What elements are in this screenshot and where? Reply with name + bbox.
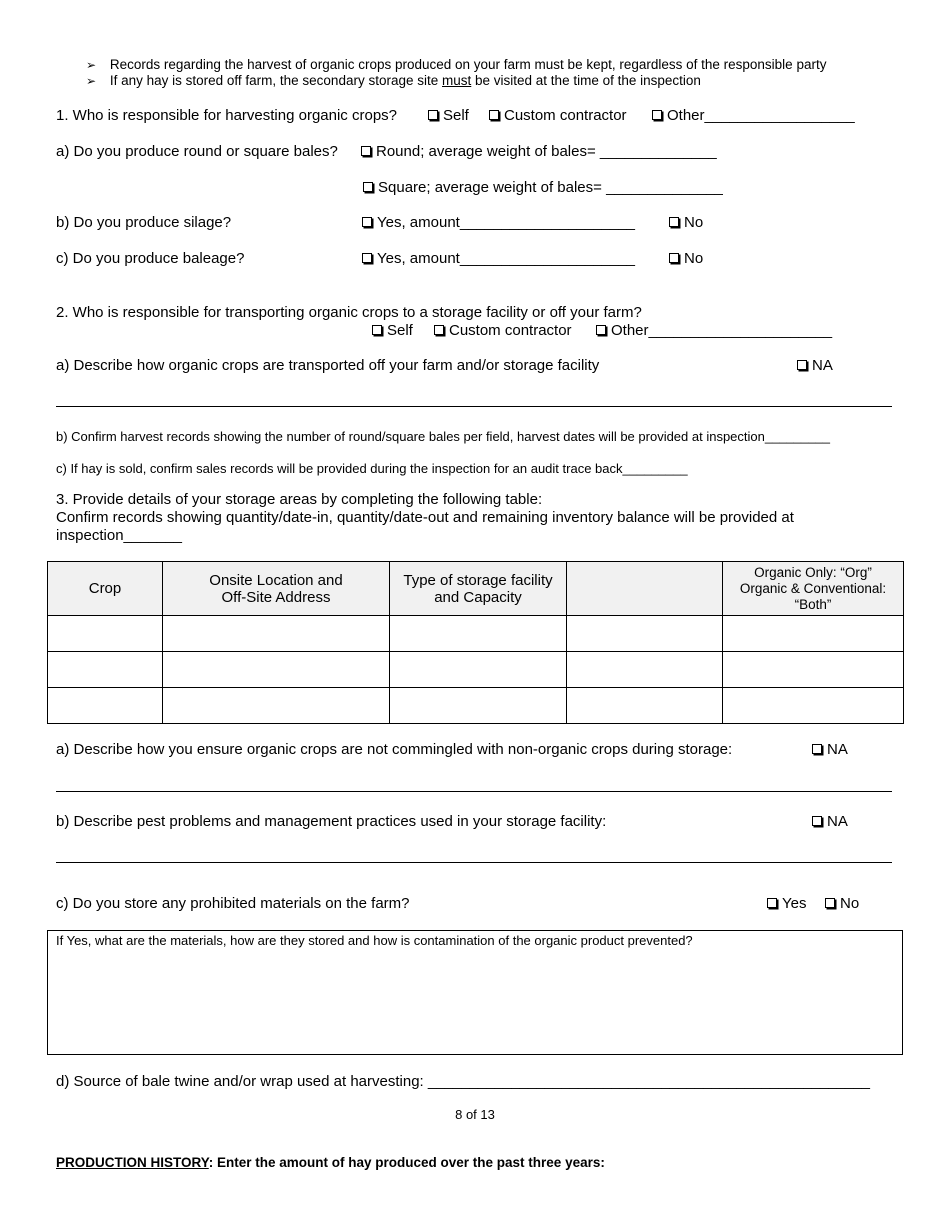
q2b-statement: b) Confirm harvest records showing the number of round/square bales per field, harvest dates will be provided at inspection_________ — [56, 429, 830, 444]
q3c-question: c) Do you store any prohibited materials on the farm? — [56, 895, 410, 912]
arrow-bullet-icon: ➢ — [86, 74, 97, 88]
checkbox-icon — [812, 744, 822, 754]
q1c-question: c) Do you produce baleage? — [56, 250, 245, 267]
q3d-question: d) Source of bale twine and/or wrap used at harvesting: _____________________________________________________ — [56, 1073, 871, 1090]
arrow-bullet-icon: ➢ — [86, 58, 97, 72]
bullet-1: ➢ Records regarding the harvest of organic crops produced on your farm must be kept, regardless of the responsible party — [86, 57, 827, 72]
production-history-heading: PRODUCTION HISTORY: Enter the amount of hay produced over the past three years: — [56, 1155, 605, 1170]
q1c-yes-checkbox[interactable]: Yes, amount_____________________ — [362, 250, 635, 267]
table-cell[interactable] — [48, 616, 163, 652]
q3b-answer-line[interactable] — [56, 862, 892, 863]
q2-other-checkbox[interactable]: Other______________________ — [596, 322, 832, 339]
checkbox-icon — [825, 898, 835, 908]
table-row — [48, 688, 904, 724]
table-header-row — [48, 562, 904, 616]
storage-table — [47, 561, 904, 724]
checkbox-icon — [434, 325, 444, 335]
checkbox-icon — [372, 325, 382, 335]
table-row — [48, 616, 904, 652]
q2a-question: a) Describe how organic crops are transported off your farm and/or storage facility — [56, 357, 600, 374]
checkbox-icon — [669, 217, 679, 227]
bullet-2: ➢ If any hay is stored off farm, the secondary storage site must be visited at the time of the inspection — [86, 73, 701, 88]
q1-self-checkbox[interactable]: Self — [428, 107, 469, 124]
q3b-na-checkbox[interactable]: NA — [812, 813, 848, 830]
q2a-answer-line[interactable] — [56, 406, 892, 407]
table-cell[interactable] — [163, 652, 390, 688]
table-cell[interactable] — [163, 616, 390, 652]
q1-other-checkbox[interactable]: Other__________________ — [652, 107, 855, 124]
q3-confirm-text: Confirm records showing quantity/date-in, quantity/date-out and remaining inventory balance will be provided at — [56, 509, 794, 526]
q1b-yes-checkbox[interactable]: Yes, amount_____________________ — [362, 214, 635, 231]
header-type: Type of storage facility and Capacity — [390, 562, 567, 616]
q3a-na-checkbox[interactable]: NA — [812, 741, 848, 758]
table-cell[interactable] — [723, 688, 904, 724]
checkbox-icon — [363, 182, 373, 192]
prohibited-materials-textbox[interactable] — [47, 930, 903, 1055]
table-cell[interactable] — [567, 688, 723, 724]
table-cell[interactable] — [723, 652, 904, 688]
table-cell[interactable] — [48, 652, 163, 688]
q2a-na-checkbox[interactable]: NA — [797, 357, 833, 374]
header-org: Organic Only: “Org” Organic & Conventional: “Both” — [723, 562, 904, 616]
checkbox-icon — [812, 816, 822, 826]
checkbox-icon — [428, 110, 438, 120]
checkbox-icon — [362, 253, 372, 263]
checkbox-icon — [669, 253, 679, 263]
checkbox-icon — [797, 360, 807, 370]
table-cell[interactable] — [567, 652, 723, 688]
table-cell[interactable] — [723, 616, 904, 652]
table-cell[interactable] — [48, 688, 163, 724]
q3b-question: b) Describe pest problems and management practices used in your storage facility: — [56, 813, 607, 830]
page-number: 8 of 13 — [455, 1107, 495, 1122]
q3-heading: 3. Provide details of your storage areas by completing the following table: — [56, 491, 543, 508]
q1-question: 1. Who is responsible for harvesting organic crops? — [56, 107, 398, 124]
checkbox-icon — [767, 898, 777, 908]
checkbox-icon — [596, 325, 606, 335]
table-cell[interactable] — [567, 616, 723, 652]
table-row — [48, 652, 904, 688]
q1-custom-checkbox[interactable]: Custom contractor — [489, 107, 627, 124]
table-cell[interactable] — [390, 652, 567, 688]
q2-custom-checkbox[interactable]: Custom contractor — [434, 322, 572, 339]
header-location: Onsite Location and Off-Site Address — [163, 562, 390, 616]
q3c-no-checkbox[interactable]: No — [825, 895, 859, 912]
q3a-question: a) Describe how you ensure organic crops are not commingled with non-organic crops during storage: — [56, 741, 733, 758]
table-cell[interactable] — [390, 688, 567, 724]
q3c-yes-checkbox[interactable]: Yes — [767, 895, 806, 912]
checkbox-icon — [362, 217, 372, 227]
q2-question: 2. Who is responsible for transporting organic crops to a storage facility or off your farm? — [56, 304, 642, 321]
q1a-round-checkbox[interactable]: Round; average weight of bales= ______________ — [361, 143, 717, 160]
header-crop: Crop — [48, 562, 163, 616]
table-cell[interactable] — [390, 616, 567, 652]
q2c-statement: c) If hay is sold, confirm sales records will be provided during the inspection for an audit trace back_________ — [56, 461, 688, 476]
header-blank — [567, 562, 723, 616]
q1b-no-checkbox[interactable]: No — [669, 214, 703, 231]
q1b-question: b) Do you produce silage? — [56, 214, 232, 231]
q2-self-checkbox[interactable]: Self — [372, 322, 413, 339]
q1a-question: a) Do you produce round or square bales? — [56, 143, 338, 160]
checkbox-icon — [652, 110, 662, 120]
q1a-square-checkbox[interactable]: Square; average weight of bales= ______________ — [363, 179, 723, 196]
q3-inspection-text: inspection_______ — [56, 527, 182, 544]
checkbox-icon — [361, 146, 371, 156]
checkbox-icon — [489, 110, 499, 120]
q1c-no-checkbox[interactable]: No — [669, 250, 703, 267]
q3a-answer-line[interactable] — [56, 791, 892, 792]
table-cell[interactable] — [163, 688, 390, 724]
textbox-prompt: If Yes, what are the materials, how are they stored and how is contamination of the organic product prevented? — [56, 933, 693, 948]
